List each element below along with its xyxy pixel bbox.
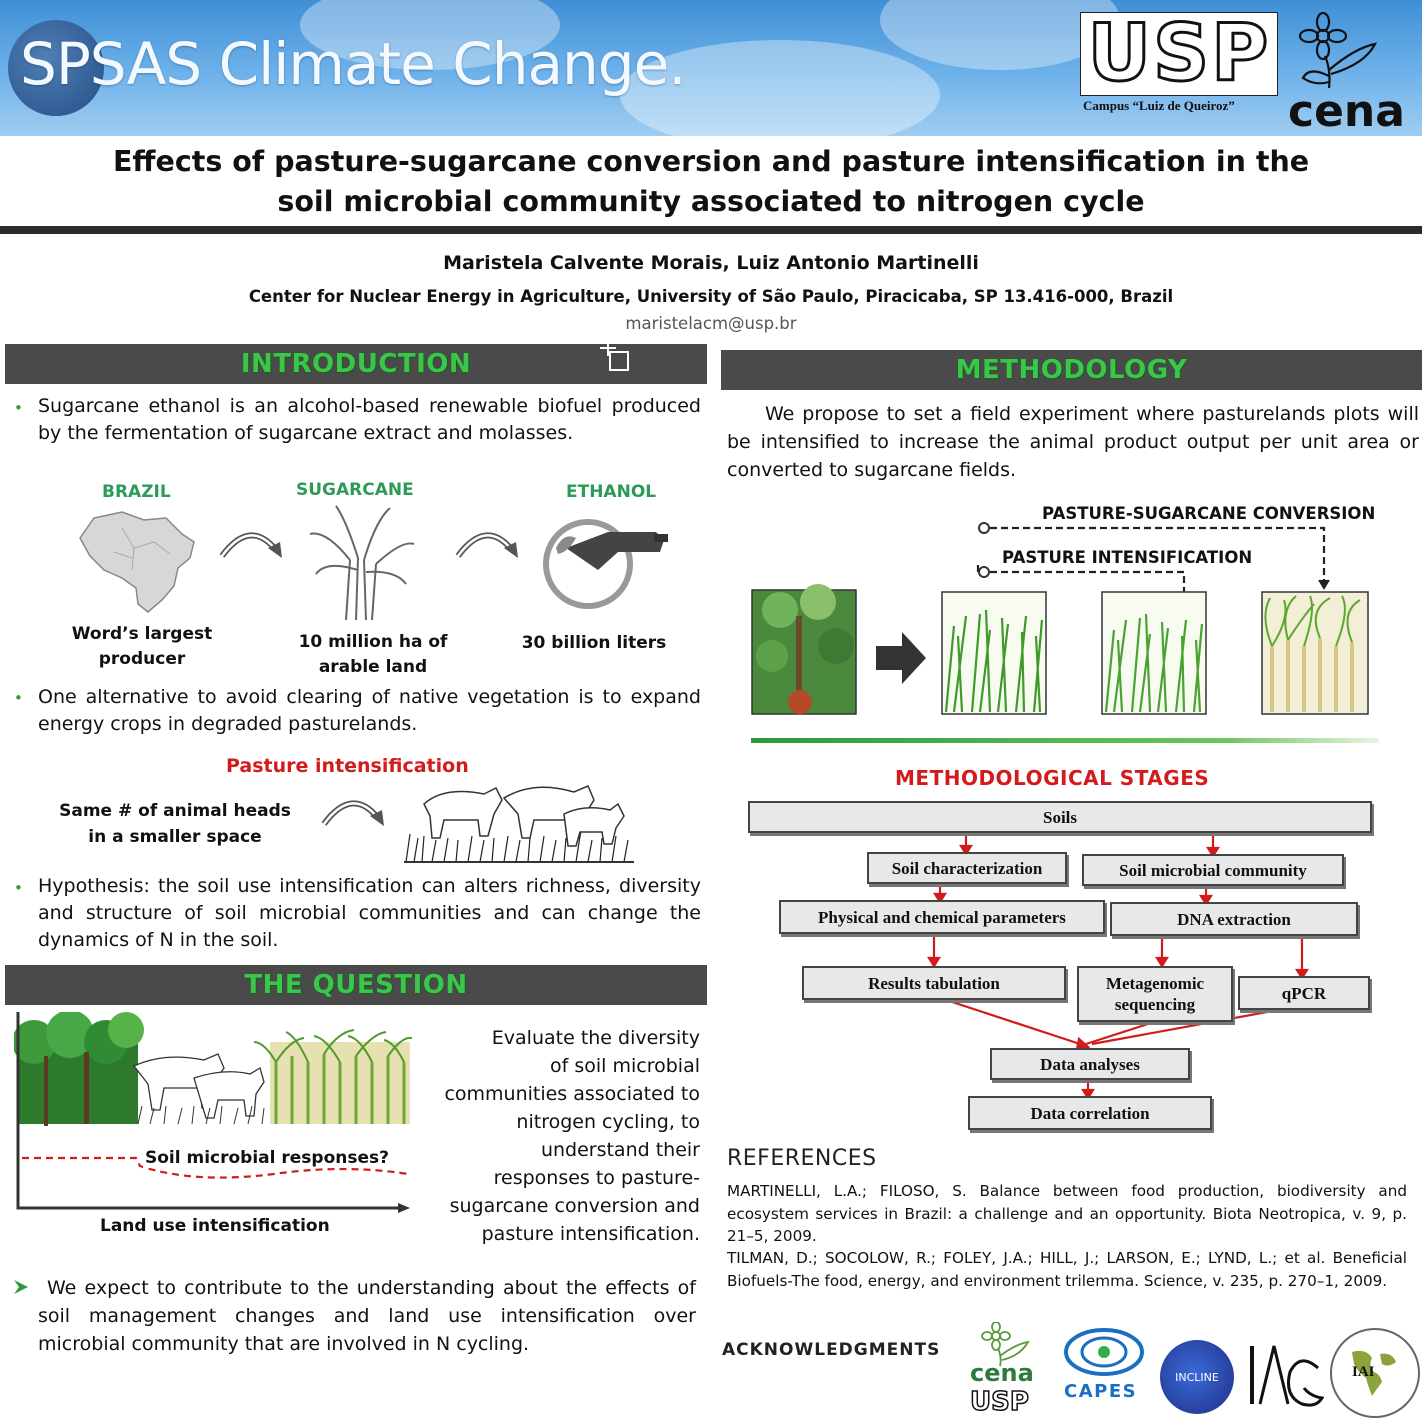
curved-arrow-icon xyxy=(216,524,286,560)
cursor-crosshair-icon xyxy=(596,340,634,376)
bullet-icon: • xyxy=(14,689,23,707)
label-ethanol: ETHANOL xyxy=(566,482,657,502)
experiment-diagram xyxy=(740,506,1420,720)
expectation-text: We expect to contribute to the understanding about the effects of soil management changes and land use intensification over microbial community that are involved in N cycling. xyxy=(38,1277,696,1355)
box-physical-chemical: Physical and chemical parameters xyxy=(779,900,1105,934)
caption-sugarcane: 10 million ha of arable land xyxy=(298,632,448,677)
box-soil-microbial-community: Soil microbial community xyxy=(1082,854,1344,886)
usp-ack-logo: USP xyxy=(970,1387,1029,1417)
axis-label-land-use: Land use intensification xyxy=(100,1216,330,1236)
intensification-label: PASTURE INTENSIFICATION xyxy=(1002,548,1253,567)
affiliation: Center for Nuclear Energy in Agriculture, University of São Paulo, Piracicaba, SP 13.416-000, Brazil xyxy=(248,287,1174,306)
capes-logo-icon xyxy=(1062,1324,1146,1378)
authors: Maristela Calvente Morais, Luiz Antonio Martinelli xyxy=(443,252,979,274)
arrowhead-bullet-icon xyxy=(12,1278,30,1296)
sugarcane-icon xyxy=(306,500,416,624)
green-divider xyxy=(751,738,1379,743)
box-results-tabulation: Results tabulation xyxy=(802,966,1066,1000)
curved-arrow-icon xyxy=(452,524,522,560)
box-dna-extraction: DNA extraction xyxy=(1110,902,1358,936)
title-line-2: soil microbial community associated to nitrogen cycle xyxy=(277,185,1145,218)
acknowledgments-heading: ACKNOWLEDGMENTS xyxy=(722,1340,941,1360)
label-brazil: BRAZIL xyxy=(102,482,171,502)
bullet-icon: • xyxy=(14,879,23,897)
email: maristelacm@usp.br xyxy=(625,314,797,333)
conversion-label: PASTURE-SUGARCANE CONVERSION xyxy=(1042,504,1376,523)
question-text: Evaluate the diversity of soil microbial communities associated to nitrogen cycling, to understand their responses to pasture- sugarcane conversion and pasture intensification. xyxy=(444,1027,700,1245)
brazil-map-icon xyxy=(74,508,202,616)
poster-title xyxy=(40,142,1382,222)
intro-bullet-3: Hypothesis: the soil use intensification can alters richness, diversity and structure of soil microbial communities and can change the dynamics of N in the soil. xyxy=(38,875,701,951)
cena-ack-logo: cena xyxy=(970,1359,1034,1387)
intro-bullet-1: Sugarcane ethanol is an alcohol-based renewable biofuel produced by the fermentation of sugarcane extract and molasses. xyxy=(38,395,701,444)
label-sugarcane: SUGARCANE xyxy=(296,480,414,500)
box-soils: Soils xyxy=(748,801,1372,833)
usp-campus-text: Campus “Luiz de Queiroz” xyxy=(1083,98,1235,113)
box-soil-characterization: Soil characterization xyxy=(867,852,1067,884)
capes-logo-text: CAPES xyxy=(1064,1381,1138,1402)
caption-ethanol: 30 billion liters xyxy=(521,633,667,653)
question-heading: THE QUESTION xyxy=(5,965,707,1005)
usp-logo: USP xyxy=(1080,12,1278,96)
fuel-nozzle-icon xyxy=(536,508,686,616)
references-heading: REFERENCES xyxy=(727,1146,877,1171)
introduction-heading: INTRODUCTION xyxy=(5,344,707,384)
bullet-icon: • xyxy=(14,399,23,417)
reference-1: MARTINELLI, L.A.; FILOSO, S. Balance between food production, biodiversity and ecosystem services in Brazil: a challenge and an opportunity. Biota Neotropica, v. 9, p. 21–5, 2009. xyxy=(727,1182,1407,1245)
curved-arrow-icon xyxy=(318,792,388,828)
incline-logo: INCLINE xyxy=(1160,1340,1234,1414)
box-qpcr: qPCR xyxy=(1238,976,1370,1010)
title-line-1: Effects of pasture-sugarcane conversion and pasture intensification in the xyxy=(112,145,1310,178)
cena-logo-text: cena xyxy=(1288,86,1405,137)
iag-logo-icon xyxy=(1244,1338,1324,1414)
box-data-correlation: Data correlation xyxy=(968,1096,1212,1130)
iai-logo-text: IAI xyxy=(1352,1364,1375,1380)
soil-response-label: Soil microbial responses? xyxy=(145,1148,390,1168)
intro-bullet-2: One alternative to avoid clearing of native vegetation is to expand energy crops in degraded pasturelands. xyxy=(38,686,701,735)
reference-2: TILMAN, D.; SOCOLOW, R.; FOLEY, J.A.; HILL, J.; LARSON, E.; LYND, L.; et al. Beneficial Biofuels-The food, energy, and environment trilemma. Science, v. 235, p. 270–1, 2009. xyxy=(727,1249,1407,1290)
land-use-graph xyxy=(14,1012,414,1218)
methodology-text: We propose to set a field experiment where pasturelands plots will be intensified to increase the animal product output per unit area or converted to sugarcane fields. xyxy=(727,403,1419,481)
title-divider xyxy=(0,226,1422,234)
box-metagenomic-sequencing: Metagenomic sequencing xyxy=(1077,966,1233,1022)
caption-brazil: Word’s largest producer xyxy=(71,624,213,669)
box-data-analyses: Data analyses xyxy=(990,1048,1190,1080)
cattle-pasture-icon xyxy=(404,774,634,864)
pasture-intensification-heading: Pasture intensification xyxy=(226,755,469,777)
pasture-caption: Same # of animal heads in a smaller space xyxy=(59,801,291,847)
banner-title: SPSAS Climate Change. xyxy=(20,30,686,98)
methodology-heading: METHODOLOGY xyxy=(721,350,1422,390)
stages-heading: METHODOLOGICAL STAGES xyxy=(895,766,1210,790)
